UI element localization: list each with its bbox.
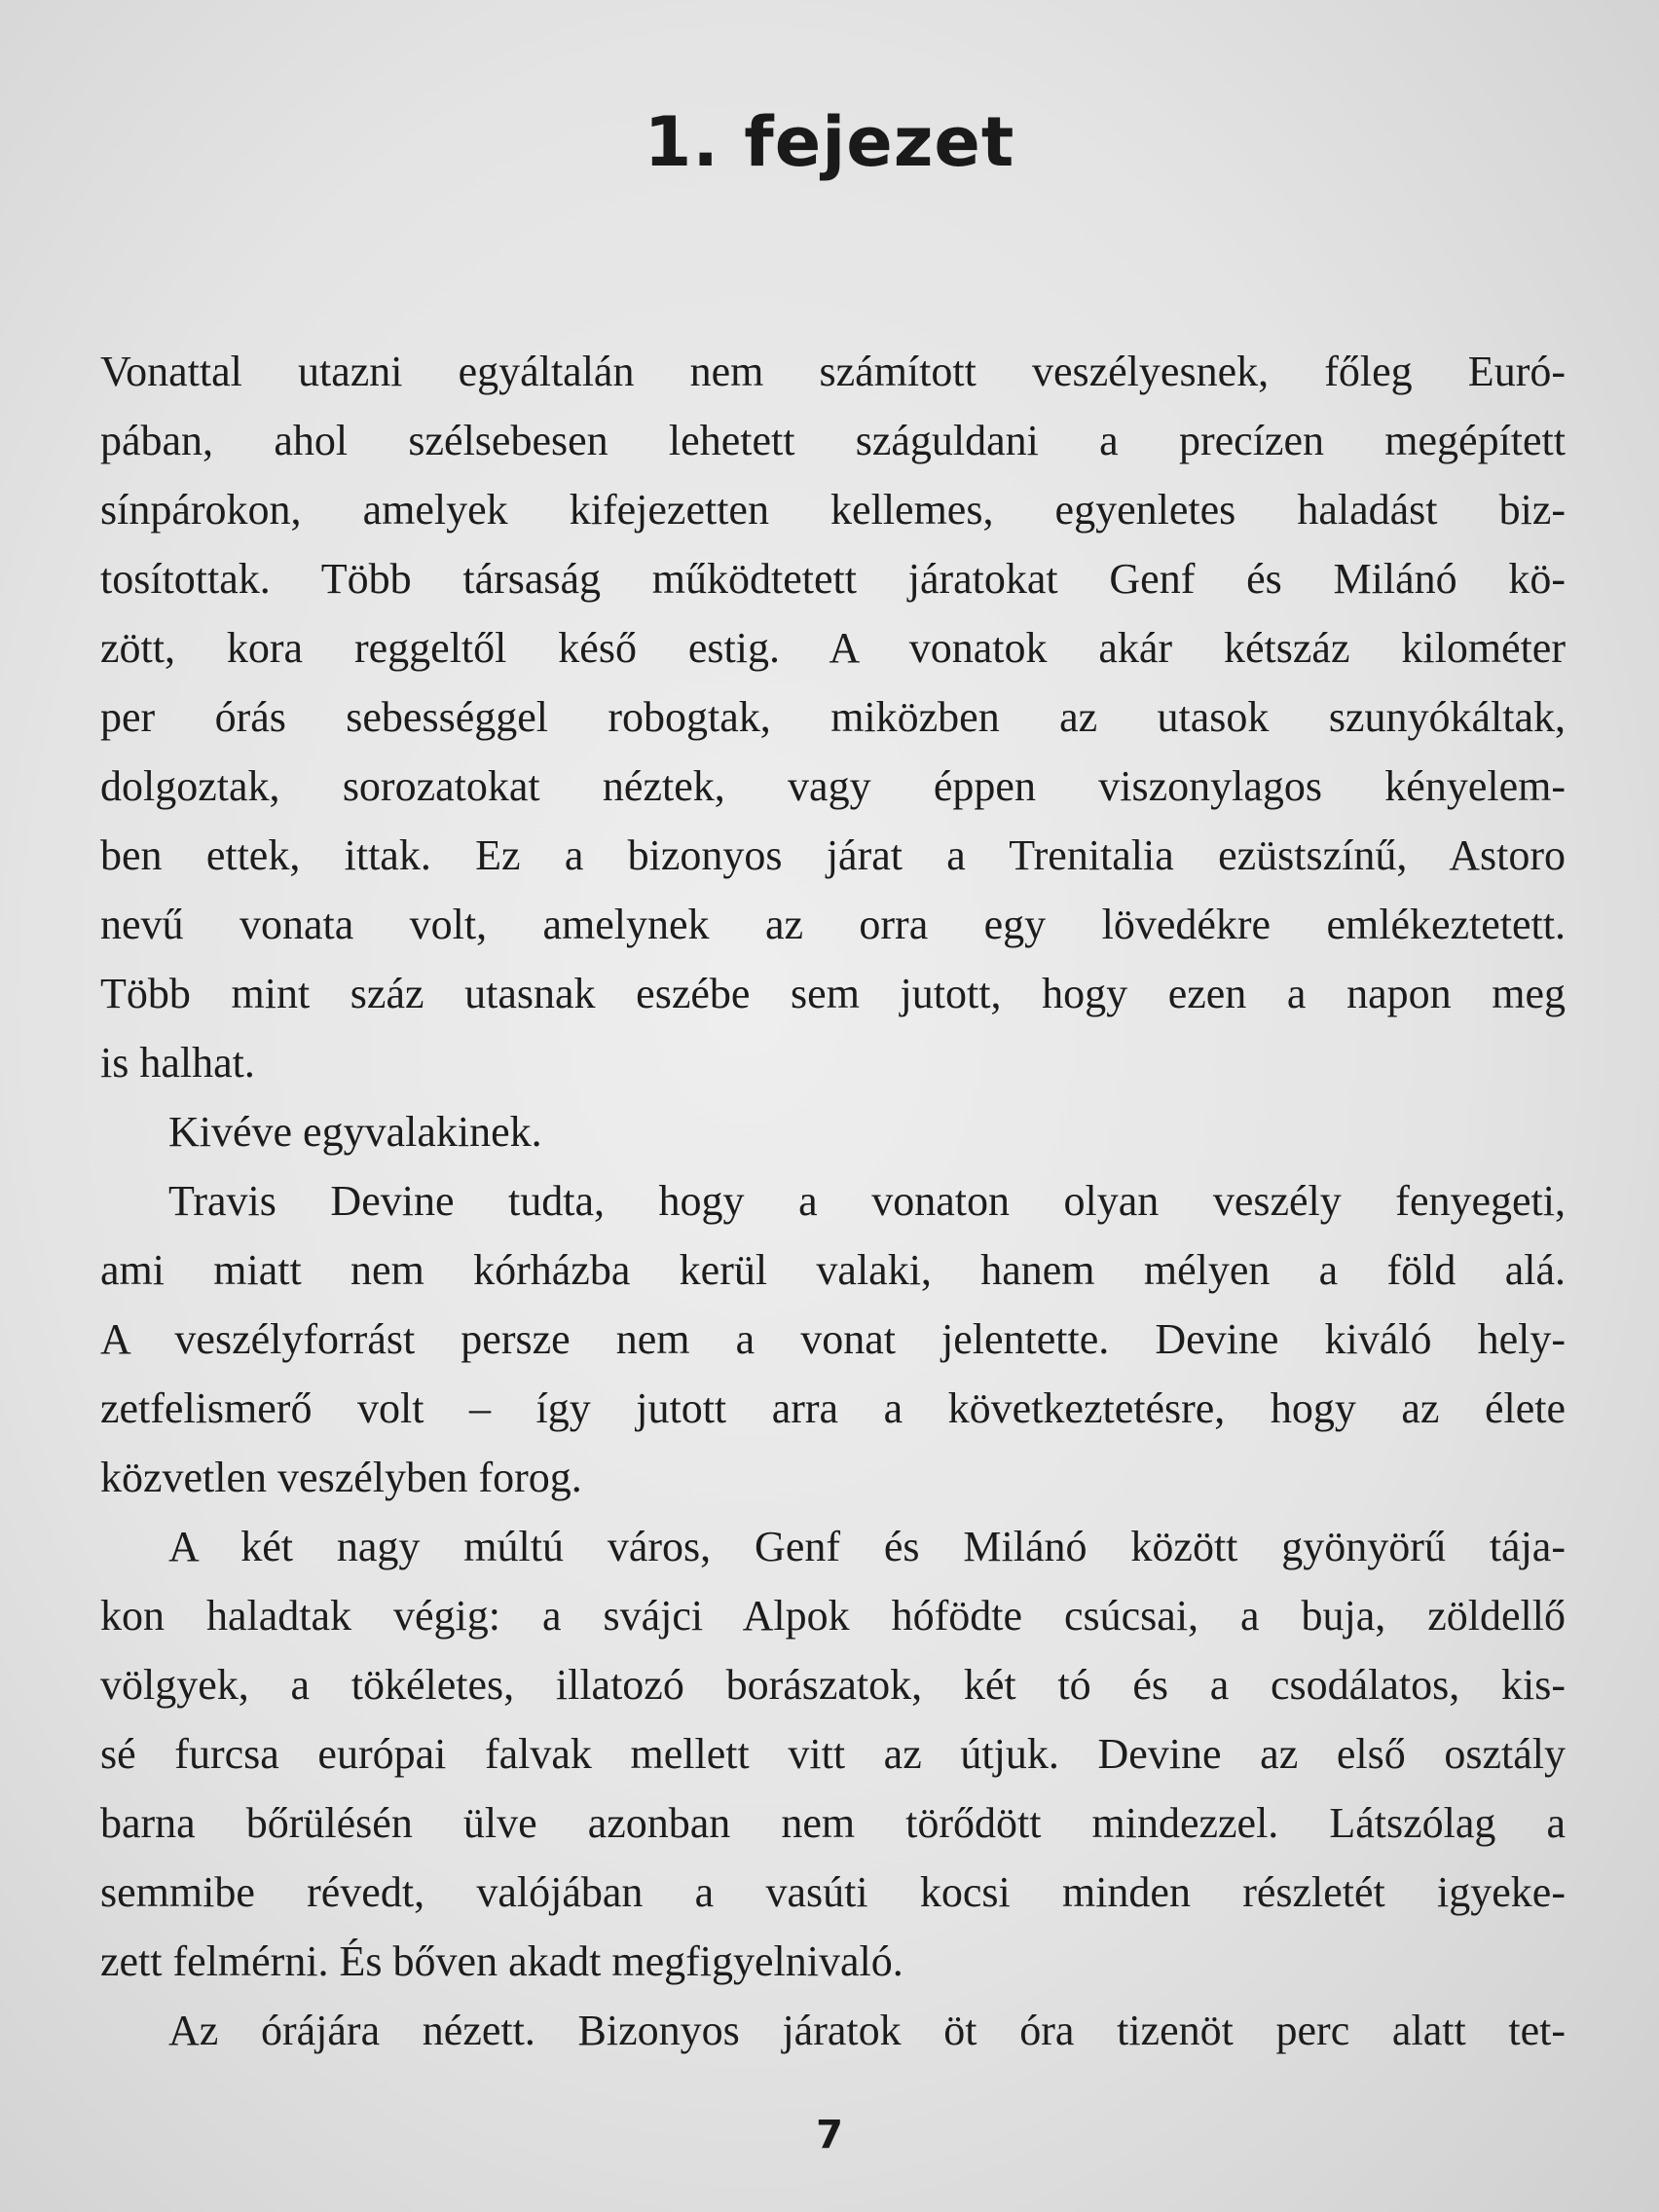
text-line: Kivéve egyvalakinek. bbox=[168, 1108, 542, 1156]
text-line: kon haladtak végig: a svájci Alpok hófödte csúcsai, a buja, zöldellő bbox=[100, 1592, 1566, 1640]
body-text bbox=[100, 337, 1566, 2065]
text-line: Vonattal utazni egyáltalán nem számított veszélyesnek, főleg Euró- bbox=[100, 348, 1566, 395]
text-line: nevű vonata volt, amelynek az orra egy lövedékre emlékeztetett. bbox=[100, 901, 1566, 948]
chapter-title: 1. fejezet bbox=[644, 102, 1015, 182]
text-line: Travis Devine tudta, hogy a vonaton olyan veszély fenyegeti, bbox=[168, 1177, 1566, 1225]
text-line: sínpárokon, amelyek kifejezetten kellemes, egyenletes haladást biz- bbox=[100, 486, 1566, 534]
text-line: A két nagy múltú város, Genf és Milánó között gyönyörű tája- bbox=[168, 1523, 1566, 1570]
text-line: völgyek, a tökéletes, illatozó borászatok, két tó és a csodálatos, kis- bbox=[100, 1661, 1566, 1709]
text-line: zett felmérni. És bőven akadt megfigyelnivaló. bbox=[100, 1937, 903, 1985]
text-line: dolgoztak, sorozatokat néztek, vagy éppen viszonylagos kényelem- bbox=[100, 762, 1566, 810]
text-line: ami miatt nem kórházba kerül valaki, hanem mélyen a föld alá. bbox=[100, 1246, 1566, 1294]
text-line: barna bőrülésén ülve azonban nem törődött mindezzel. Látszólag a bbox=[100, 1799, 1566, 1847]
text-line: ben ettek, ittak. Ez a bizonyos járat a Trenitalia ezüstszínű, Astoro bbox=[100, 831, 1566, 879]
text-line: zött, kora reggeltől késő estig. A vonatok akár kétszáz kilométer bbox=[100, 624, 1566, 672]
text-line: Az órájára nézett. Bizonyos járatok öt óra tizenöt perc alatt tet- bbox=[168, 2007, 1566, 2054]
page-number: 7 bbox=[816, 2113, 843, 2157]
text-line: per órás sebességgel robogtak, miközben az utasok szunyókáltak, bbox=[100, 693, 1566, 741]
text-line: pában, ahol szélsebesen lehetett száguldani a precízen megépített bbox=[100, 417, 1566, 464]
text-line: Több mint száz utasnak eszébe sem jutott, hogy ezen a napon meg bbox=[100, 970, 1566, 1017]
text-line: A veszélyforrást persze nem a vonat jelentette. Devine kiváló hely- bbox=[100, 1315, 1566, 1363]
text-line: sé furcsa európai falvak mellett vitt az útjuk. Devine az első osztály bbox=[100, 1730, 1566, 1778]
text-line: közvetlen veszélyben forog. bbox=[100, 1454, 582, 1501]
text-line: semmibe révedt, valójában a vasúti kocsi minden részletét igyeke- bbox=[100, 1868, 1566, 1916]
text-line: zetfelismerő volt – így jutott arra a következtetésre, hogy az élete bbox=[100, 1384, 1566, 1432]
text-line: tosítottak. Több társaság működtetett járatokat Genf és Milánó kö- bbox=[100, 555, 1566, 603]
text-line: is halhat. bbox=[100, 1039, 255, 1087]
